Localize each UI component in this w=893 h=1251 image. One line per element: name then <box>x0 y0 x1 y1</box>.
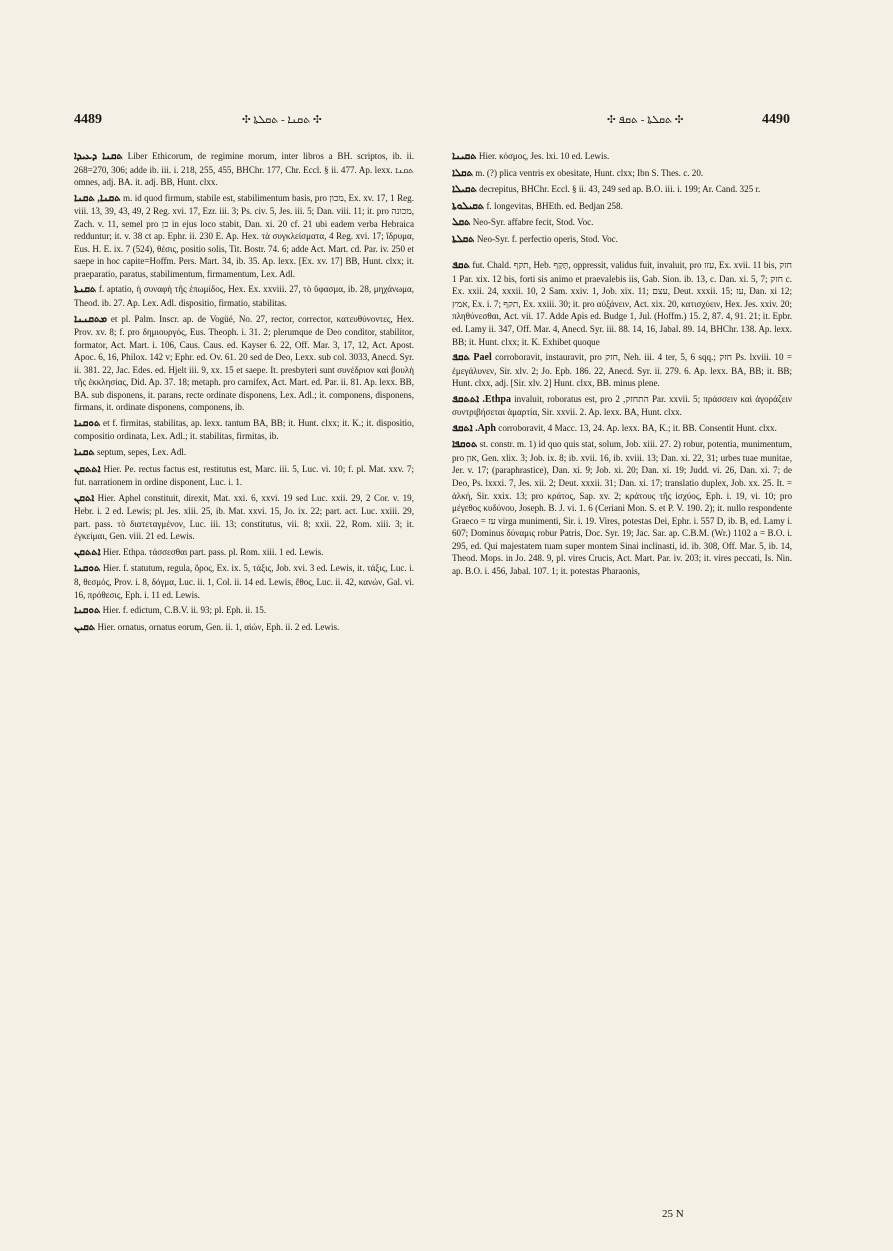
dictionary-entry <box>74 562 414 601</box>
entry-text: decrepitus, BHChr. Eccl. § ii. 43, 249 sed ap. B.O. iii. i. 199; Ar. Cand. 325 r. <box>479 184 761 195</box>
entry-lemma: ܬܩܝܠܐ <box>452 184 477 196</box>
entry-text: septum, sepes, Lex. Adl. <box>97 447 187 458</box>
dictionary-entry <box>74 446 414 460</box>
entry-text: f. longevitas, BHEth. ed. Bedjan 258. <box>486 200 623 211</box>
entry-text: Neo-Syr. f. perfectio operis, Stod. Voc. <box>476 233 618 244</box>
entry-text: m. (?) plica ventris ex obesitate, Hunt. clxx; Ibn S. Thes. c. 20. <box>475 167 704 178</box>
dictionary-entry <box>452 438 792 577</box>
dictionary-entry <box>452 167 792 181</box>
dictionary-entry <box>74 463 414 489</box>
entry-lemma: ܬܩܢܬܐ <box>74 284 97 296</box>
dictionary-entry <box>452 233 792 247</box>
right-column <box>452 150 792 580</box>
entry-lemma: ܬܘܩܢܐ <box>74 417 101 429</box>
entry-lemma: ܬܩܝܢ <box>74 621 96 633</box>
dictionary-entry <box>452 183 792 197</box>
entry-text: corroboravit, instauravit, pro חזק, Neh. iii. 4 ter, 5, 6 sqq.; חזק Ps. lxviii. 10 = ἐμεγάλυνεν, Sir. xlv. 2; Jo. Epb. 186. 22, Anecd. Syr. ii. 279. 6. Ap. lexx. BA, BB; it. BB; Hunt. clxx, adj. [Sir. xlv. 2] Hunt. clxx, BB. minus plene. <box>452 352 792 389</box>
dictionary-entry <box>74 417 414 443</box>
dictionary-entry <box>74 313 414 414</box>
running-title-right: ✣ ܬܩܠܬܐ - ܬܩܦ ✣ <box>607 114 684 126</box>
entry-text: invaluit, roboratus est, pro התחזק, 2 Par. xxvii. 5; πράσσειν καὶ ἀγοράζειν συντριβήσεται ἁμαρτία, Sir. xxvii. 2. Ap. lexx. BA, Hunt. clxx. <box>452 393 792 418</box>
dictionary-entry <box>452 259 792 348</box>
entry-lemma: ܬܩܦ <box>452 260 470 272</box>
dictionary-entry <box>74 546 414 560</box>
page-number-right: 4490 <box>762 112 790 127</box>
entry-lemma: ܬܩܠܐ <box>452 167 473 179</box>
entry-text: Hier. ornatus, ornatus eorum, Gen. ii. 1, αἰών, Eph. ii. 2 ed. Lewis. <box>97 621 340 632</box>
entry-lemma: ܬܘܩܢܐ <box>74 605 101 617</box>
entry-lemma: ܬܩܠ <box>452 217 471 229</box>
dictionary-entry <box>74 150 414 189</box>
dictionary-entry <box>452 393 792 419</box>
entry-lemma: ܐܬܩܢ <box>74 492 95 504</box>
entry-text: Hier. κόσμος, Jes. lxi. 10 ed. Lewis. <box>478 151 610 161</box>
entry-text: st. constr. m. 1) id quo quis stat, solum, Job. xiii. 27. 2) robur, potentia, munimentum, pro און, Gen. xlix. 3; Job. ix. 8; ib. xvii. 16, ib. xviii. 13; Dan. xi. 22, 31; urbes tuae munitae, Jer. v. 17; (paraphrastice), Dan. xi. 9; Job. xi. 20; Dan. xi. 19; Judd. vi. 26, Dan. xi. 7; de Deo, Ps. lxxxi. 7, Jes. xii. 2; Deut. xxxii. 31; Dan. xi. 17; translatio duplex, Job. xx. 25. It. = ἀλκή, Sir. xxix. 13; pro κράτος, Sap. xv. 2; κράτους τῆς ἰσχύος, Eph. i. 19, vi. 10; pro μέγεθος κυδύνου, Joseph. B. J. vi. 1. 6 (Ceriani Mon. S. et P. V. 190. 2); it. nullo respondente Graeco = עז virga munimenti, Sir. i. 19. Vires, potestas Dei, Ephr. i. 557 D, ib. B, ed. Lamy i. 607; Dominus δύναμις robur Patris, Doc. Syr. 19; Jac. Sar. ap. C.B.M. (Wr.) 1102 a = B.O. i. 295, ed. Qui majestatem tuam super montem Sinai inclinasti, id. ib. 308, Off. Mar. 5, ib. 14, Theod. Mops. in Jo. 248. 9, pl. vires Crucis, Act. Mart. Par. iv. 203; it. vires peccati, Is. Nin. ap. B.O. i. 456, Jabal. 107. 1; it. potestas Pharaonis, <box>452 439 792 576</box>
entry-text: Hier. f. statutum, regula, ὅρος, Ex. ix. 5, τάξις, Job. xvi. 3 ed. Lewis, it. τάξις, Luc. i. 8, θεσμός, Prov. i. 8, δόγμα, Luc. ii. 1, Col. ii. 14 ed. Lewis, ἔθος, Luc. ii. 42, κανών, Gal. vi. 16, πρόθεσις, Eph. i. 11 ed. Lewis. <box>74 563 414 600</box>
dictionary-entry <box>74 621 414 635</box>
dictionary-entry <box>74 604 414 618</box>
entry-lemma: ܡܬܩܢܢܐ <box>74 313 108 325</box>
signature-mark: 25 N <box>662 1208 684 1220</box>
dictionary-entry <box>452 150 792 164</box>
entry-text: corroboravit, 4 Macc. 13, 24. Ap. lexx. BA, K.; it. BB. Consentit Hunt. clxx. <box>498 422 777 433</box>
entry-lemma: ܬܩܢܐ, ܬܩܢܐ <box>74 192 121 204</box>
entry-text: et pl. Palm. Inscr. ap. de Vogüé, No. 27, rector, corrector, κατευθύνοντες, Hex. Prov. xv. 8; f. pro δημιουργός, Eus. Theoph. i. 31. 2; plerumque de Deo conditor, stabilitor, formator, Act. Mart. i. 106, Caus. Caus. ed. Kayser 6. 22, Off. Mar. 3, 17, 12, Act. Apost. Apoc. 6, 16, Philox. 142 v; Ephr. ed. Ov. 61. 20 sed de Deo, Lexx. sub col. 3033, Anecd. Syr. ii. 381. 22, Jac. Edes. ed. Hjelt iii. 9, xx. 15 et saepe. It. presbyteri sunt συνέδριον καὶ βουλὴ τῆς ἐκκλησίας, Did. Ap. 37. 18; metaph. pro carnifex, Act. Mart. ed. Par. ii. 81. Ap. lexx. BB, BA. sub disponens, it. parans, recte ordinate disponens, Lex. Adl.; it. componens, disponens, firmans, it. ordinate disponens, componens, ib. <box>74 313 414 413</box>
entry-text: Hier. Pe. rectus factus est, restitutus est, Marc. iii. 5, Luc. vi. 10; f. pl. Mat. xxv. 7; fut. narrationem in ordine disponent, Luc. i. 1. <box>74 463 414 488</box>
entry-text: Liber Ethicorum, de regimine morum, inter libros a BH. scriptos, ib. ii. 268=270, 306; adde ib. iii. i. 218, 255, 455, BHChr. 177, Chr. Eccl. § ii. 477. Ap. lexx. ܬܩܢܐ omnes, adj. BA. it. adj. BB, Hunt. clxx. <box>74 151 414 188</box>
entry-text: Hier. f. edictum, C.B.V. ii. 93; pl. Eph. ii. 15. <box>102 605 267 616</box>
page-number-left: 4489 <box>74 112 102 127</box>
entry-lemma: Pael ܬܩܦ <box>452 352 492 364</box>
running-title-left: ✣ ܬܩܢܐ - ܬܩܠܬܐ ✣ <box>242 114 322 126</box>
dictionary-entry <box>452 422 792 436</box>
entry-lemma: ܐܬܬܩܢ <box>74 546 101 558</box>
entry-separator <box>452 249 792 259</box>
dictionary-entry <box>452 216 792 230</box>
entry-text: m. id quod firmum, stabile est, stabilimentum basis, pro מכון, Ex. xv. 17, 1 Reg. viii. 13, 39, 43, 49, 2 Reg. xvi. 17, Ezr. iii. 3; Ps. civ. 5, Jes. iii. 5; Dan. viii. 11; it. pro מכונה, Zach. v. 11, semel pro כן in ejus loco stabit, Dan. xi. 20 cf. 21 ubi eadem verba Hebraica redduntur; it. v. 38 ct ap. Ephr. ii. 230 E. Ap. Hex. τὰ συγκλείσματα, 4 Reg. xvi. 17; ἵδρυμα, Eus. H. E. ix. 7 (524), θέσις, positio solis, Tit. Bostr. 74. 6; adde Act. Mart. cd. Par. iv. 250 et saepe in hoc capite=Hoffm. Pers. Mart. 34, ib. 35. Ap. lexx. [Ex. xv. 17] BB, Hunt. clxx; it. praeparatio, paratus, stabilimentum, firmamentum, Lex. Adl. <box>74 192 414 279</box>
entry-text: Hier. Aphel constituit, direxit, Mat. xxi. 6, xxvi. 19 sed Luc. xxii. 29, 2 Cor. v. 19, Hebr. i. 2 ed. Lewis; pl. Jes. xlii. 25, ib. Mat. xxvi. 15, Jo. ix. 22; part. act. Luc. xxiii. 29, part. pass. τὸ διατεταγμένον, Luc. iii. 13; constitutus, vii. 8; xxii. 22, Rom. xiii. 3; it. ἐγκείμαι, Gen. viii. 21 ed. Lewis. <box>74 492 414 542</box>
left-column <box>74 150 414 637</box>
page-header <box>74 112 790 132</box>
dictionary-entry <box>74 283 414 309</box>
entry-text: fut. Chald. תקף, Heb. תָּקַף, oppressit, validus fuit, invaluit, pro עזז, Ex. xvii. 11 bis, חזק 1 Par. xix. 12 bis, forti sis animo et praevalebis iis, Gab. Sion. ib. 13, c. Dan. xi. 5, 7; חזק c. Ex. xxii. 24, xxxii. 10, 2 Sam. xxiv. 1, Job. xix. 11; עצם, Deut. xxxii. 15; עז, Dan. xi 12; אמץ, Ex. i. 7; תקף, Ex. xxiii. 30; it. pro αὐξάνειν, Act. xix. 20, κατισχύειν, Hex. Jes. xxiv. 20; πληθύνεσθαι, Act. vii. 17. Adde Apis ed. Budge 1, Jul. (Hoffm.) 15. 2, 87. 4, 91. 21; it. Epbr. ed. Lamy ii. 347, Off. Mar. 4, Anecd. Syr. iii. 88. 14, 16, Jabal. 89. 14, BHChr. 138. Ap. lexx. BB; it. Hunt. clxx; it. K. Exhibet quoque <box>452 260 793 347</box>
dictionary-entry <box>74 492 414 543</box>
entry-lemma: ܬܩܝܢܐ <box>452 151 477 162</box>
entry-lemma: Aph. ܐܬܩܦ <box>452 422 496 434</box>
entry-lemma: ܐܬܬܩܢ <box>74 463 101 475</box>
entry-lemma: ܬܩܢܐ ܕܥܝܕܐ <box>74 151 123 162</box>
entry-lemma: ܬܩܢܐ <box>74 447 95 459</box>
entry-lemma: ܬܩܠܬܐ <box>452 233 475 245</box>
dictionary-entry <box>74 192 414 281</box>
entry-text: f. aptatio, ἡ συναφὴ τῆς ἐπωμίδος, Hex. Ex. xxviii. 27, τὸ ὕφασμα, ib. 28, μηχάνωμα, Theod. ib. 27. Ap. Lex. Adl. dispositio, firmatio, stabilitas. <box>74 284 414 309</box>
dictionary-entry <box>452 200 792 214</box>
entry-text: Hier. Ethpa. τάσσεσθαι part. pass. pl. Rom. xiii. 1 ed. Lewis. <box>102 546 324 557</box>
entry-lemma: ܬܩܝܠܘܬܐ <box>452 200 485 212</box>
entry-lemma: ܬܘܩܦܐ <box>452 439 478 451</box>
entry-lemma: Ethpa. ܐܬܬܩܦ <box>452 393 511 405</box>
entry-text: et f. firmitas, stabilitas, ap. lexx. tantum BA, BB; it. Hunt. clxx; it. K.; it. dispositio, compositio ordinata, Lex. Adl.; it. stabilitas, firmitas, ib. <box>74 417 414 442</box>
entry-lemma: ܬܘܩܢܐ <box>74 563 101 575</box>
dictionary-entry <box>452 351 792 390</box>
entry-text: Neo-Syr. affabre fecit, Stod. Voc. <box>472 217 594 228</box>
